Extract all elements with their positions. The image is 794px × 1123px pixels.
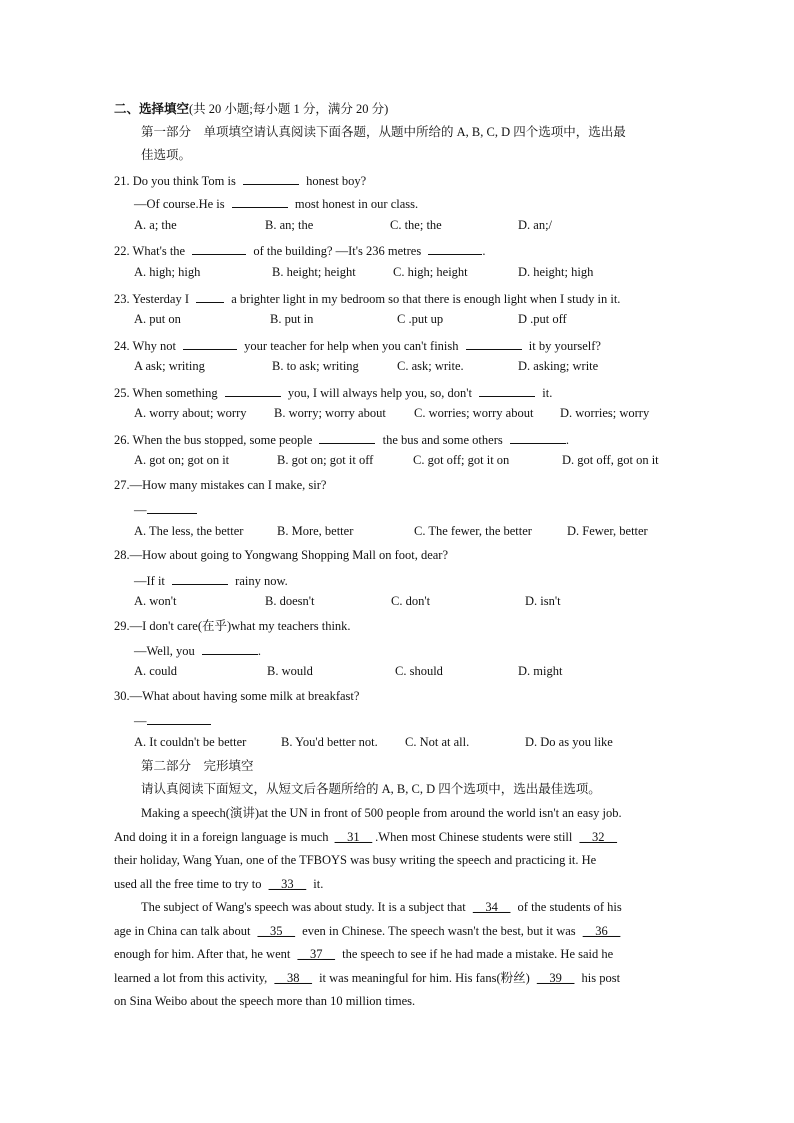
q26-option-d[interactable]: D. got off, got on it [562, 453, 659, 467]
passage-text: And doing it in a foreign language is much [114, 830, 329, 844]
q22-text-3: . [482, 244, 486, 258]
q28-reply-text-2: rainy now. [235, 574, 288, 588]
passage-line-7 [114, 946, 613, 962]
q23-option-c[interactable]: C .put up [397, 312, 444, 326]
q26-option-b[interactable]: B. got on; got it off [277, 453, 374, 467]
part1-instructions-line2: 佳选项。 [141, 148, 192, 162]
blank-34[interactable]: __34__ [472, 900, 511, 914]
q22-option-a[interactable]: A. high; high [134, 265, 201, 279]
q30-option-d[interactable]: D. Do as you like [525, 735, 613, 749]
q23-option-a[interactable]: A. put on [134, 312, 181, 326]
q23-option-d[interactable]: D .put off [518, 312, 567, 326]
question-28: 28.—How about going to Yongwang Shopping Mall on foot, dear? [114, 548, 449, 562]
q24-option-c[interactable]: C. ask; write. [397, 359, 464, 373]
blank-36[interactable]: __36__ [582, 924, 621, 938]
passage-text: it was meaningful for him. His fans(粉丝) [319, 971, 530, 985]
q25-option-c[interactable]: C. worries; worry about [414, 406, 534, 420]
q21-reply-text-1: —Of course.He is [134, 197, 225, 211]
q24-text-3: it by yourself? [528, 339, 601, 353]
q30-blank-1[interactable] [147, 711, 211, 725]
q21-text-2: honest boy? [306, 174, 367, 188]
q22-blank-2[interactable] [428, 241, 482, 255]
passage-line-8 [114, 970, 620, 986]
q21-reply-text-2: most honest in our class. [294, 197, 419, 211]
q28-option-b[interactable]: B. doesn't [265, 594, 315, 608]
q21-option-a[interactable]: A. a; the [134, 218, 177, 232]
q29-blank-1[interactable] [202, 641, 258, 655]
passage-line-6 [114, 923, 620, 939]
section-title [114, 101, 388, 117]
question-22 [114, 241, 485, 259]
q29-reply-text-2: . [257, 644, 262, 658]
q22-blank-1[interactable] [192, 241, 246, 255]
q28-option-a[interactable]: A. won't [134, 594, 177, 608]
question-23 [114, 289, 620, 307]
passage-text: used all the free time to try to [114, 877, 262, 891]
passage-line-1: Making a speech(演讲)at the UN in front of 500 people from around the world isn't an easy job. [141, 806, 622, 820]
part2-instructions: 请认真阅读下面短文，从短文后各题所给的 A, B, C, D 四个选项中，选出最佳选项。 [141, 782, 601, 796]
passage-text: The subject of Wang's speech was about study. It is a subject that [141, 900, 466, 914]
passage-line-4 [114, 876, 323, 892]
q25-option-d[interactable]: D. worries; worry [560, 406, 650, 420]
passage-text: even in Chinese. The speech wasn't the best, but it was [302, 924, 576, 938]
passage-text: his post [581, 971, 621, 985]
q23-option-b[interactable]: B. put in [270, 312, 314, 326]
question-29: 29.—I don't care(在乎)what my teachers think. [114, 619, 351, 633]
passage-line-5 [141, 899, 622, 915]
q28-reply-text-1: —If it [134, 574, 165, 588]
q21-option-d[interactable]: D. an;/ [518, 218, 553, 232]
blank-31[interactable]: __31__ [334, 830, 373, 844]
q21-option-b[interactable]: B. an; the [265, 218, 314, 232]
part1-instructions-line1: 第一部分 单项填空请认真阅读下面各题，从题中所给的 A, B, C, D 四个选项中，选出最 [141, 125, 626, 139]
part2-title: 第二部分 完形填空 [141, 759, 254, 773]
q28-option-d[interactable]: D. isn't [525, 594, 561, 608]
blank-35[interactable]: __35__ [257, 924, 296, 938]
q25-text-2: you, I will always help you, so, don't [287, 386, 473, 400]
q29-reply [134, 641, 261, 659]
q22-text-1: 22. What's the [114, 244, 186, 258]
q28-reply [134, 571, 288, 589]
q25-blank-2[interactable] [479, 383, 535, 397]
passage-text: the speech to see if he had made a mistake. He said he [342, 947, 614, 961]
q29-option-b[interactable]: B. would [267, 664, 313, 678]
q30-option-c[interactable]: C. Not at all. [405, 735, 470, 749]
q26-option-a[interactable]: A. got on; got on it [134, 453, 230, 467]
q26-text-3: . [565, 433, 569, 447]
q24-option-a[interactable]: A ask; writing [134, 359, 205, 373]
question-25 [114, 383, 552, 401]
blank-39[interactable]: __39__ [536, 971, 575, 985]
q30-reply [134, 711, 211, 729]
q26-option-c[interactable]: C. got off; got it on [413, 453, 510, 467]
q24-blank-1[interactable] [183, 336, 237, 350]
question-30: 30.—What about having some milk at breakfast? [114, 689, 360, 703]
q23-blank-1[interactable] [196, 289, 224, 303]
q22-text-2: of the building? —It's 236 metres [253, 244, 422, 258]
q27-option-b[interactable]: B. More, better [277, 524, 354, 538]
passage-line-9: on Sina Weibo about the speech more than 10 million times. [114, 994, 416, 1008]
q26-text-1: 26. When the bus stopped, some people [114, 433, 313, 447]
q27-reply-dash: — [134, 503, 147, 517]
section-title-bold: 二、选择填空 [114, 102, 190, 116]
q25-text-3: it. [542, 386, 553, 400]
q22-option-b[interactable]: B. height; height [272, 265, 356, 279]
q26-blank-1[interactable] [319, 430, 375, 444]
q27-option-c[interactable]: C. The fewer, the better [414, 524, 532, 538]
q21-text-1: 21. Do you think Tom is [114, 174, 236, 188]
q29-reply-text-1: —Well, you [134, 644, 195, 658]
q23-text-2: a brighter light in my bedroom so that there is enough light when I study in it. [231, 292, 621, 306]
q30-reply-dash: — [134, 714, 147, 728]
question-24 [114, 336, 601, 354]
q25-option-b[interactable]: B. worry; worry about [274, 406, 386, 420]
q24-text-1: 24. Why not [114, 339, 176, 353]
q27-option-d[interactable]: D. Fewer, better [567, 524, 648, 538]
q28-option-c[interactable]: C. don't [391, 594, 431, 608]
passage-text: .When most Chinese students were still [375, 830, 573, 844]
q21-blank-2[interactable] [232, 194, 288, 208]
q26-blank-2[interactable] [510, 430, 566, 444]
q22-option-c[interactable]: C. high; height [393, 265, 468, 279]
question-26 [114, 430, 569, 448]
question-21 [114, 171, 366, 189]
q28-blank-1[interactable] [172, 571, 228, 585]
q27-option-a[interactable]: A. The less, the better [134, 524, 244, 538]
q21-reply [134, 194, 418, 212]
q29-option-d[interactable]: D. might [518, 664, 563, 678]
q27-blank-1[interactable] [147, 500, 197, 514]
section-title-rest: (共 20 小题;每小题 1 分，满分 20 分) [189, 102, 389, 116]
passage-text: enough for him. After that, he went [114, 947, 291, 961]
blank-32[interactable]: __32__ [579, 830, 617, 844]
q29-option-c[interactable]: C. should [395, 664, 443, 678]
q25-text-1: 25. When something [114, 386, 218, 400]
blank-33[interactable]: __33__ [268, 877, 307, 891]
q24-option-b[interactable]: B. to ask; writing [272, 359, 359, 373]
blank-37[interactable]: __37__ [297, 947, 335, 961]
passage-text: it. [313, 877, 324, 891]
q24-text-2: your teacher for help when you can't finish [244, 339, 459, 353]
q23-text-1: 23. Yesterday I [114, 292, 189, 306]
q25-option-a[interactable]: A. worry about; worry [134, 406, 247, 420]
passage-text: of the students of his [517, 900, 622, 914]
q24-blank-2[interactable] [466, 336, 522, 350]
q29-option-a[interactable]: A. could [134, 664, 178, 678]
passage-text: age in China can talk about [114, 924, 251, 938]
q30-option-b[interactable]: B. You'd better not. [281, 735, 378, 749]
q26-text-2: the bus and some others [382, 433, 503, 447]
q24-option-d[interactable]: D. asking; write [518, 359, 599, 373]
passage-line-2 [114, 829, 617, 845]
blank-38[interactable]: __38__ [274, 971, 312, 985]
q22-option-d[interactable]: D. height; high [518, 265, 594, 279]
passage-text: learned a lot from this activity, [114, 971, 268, 985]
q25-blank-1[interactable] [225, 383, 281, 397]
question-27: 27.—How many mistakes can I make, sir? [114, 478, 327, 492]
q30-option-a[interactable]: A. It couldn't be better [134, 735, 247, 749]
passage-line-3: their holiday, Wang Yuan, one of the TFBOYS was busy writing the speech and practicing it. He [114, 853, 597, 867]
q27-reply [134, 500, 197, 518]
q21-option-c[interactable]: C. the; the [390, 218, 442, 232]
q21-blank-1[interactable] [243, 171, 299, 185]
